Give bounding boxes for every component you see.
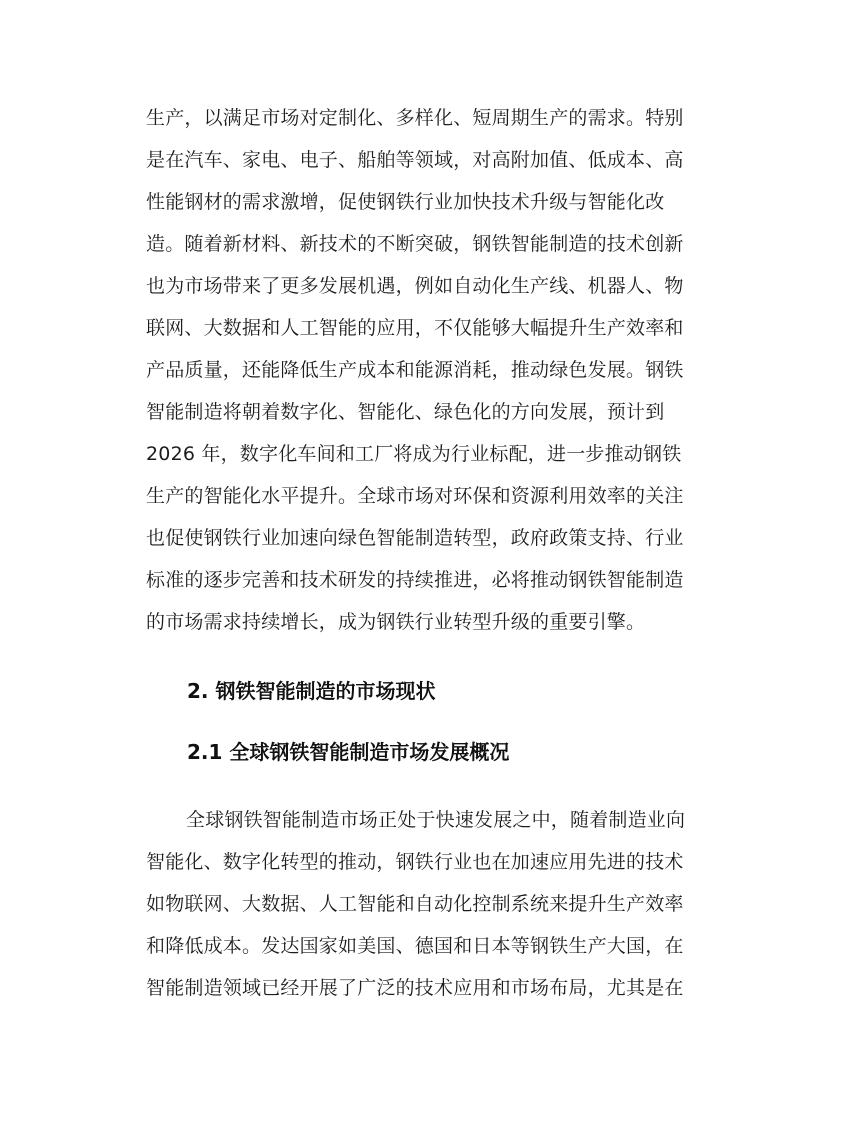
section-heading: 2. 钢铁智能制造的市场现状 <box>187 679 436 703</box>
subsection-heading: 2.1 全球钢铁智能制造市场发展概况 <box>187 740 510 764</box>
paragraph-1-line: 的市场需求持续增长，成为钢铁行业转型升级的重要引擎。 <box>146 611 646 633</box>
paragraph-1-line: 造。随着新材料、新技术的不断突破，钢铁智能制造的技术创新 <box>146 233 684 255</box>
paragraph-1-line: 也为市场带来了更多发展机遇，例如自动化生产线、机器人、物 <box>146 275 684 297</box>
paragraph-1-line: 生产，以满足市场对定制化、多样化、短周期生产的需求。特别 <box>146 107 684 129</box>
paragraph-1-line: 是在汽车、家电、电子、船舶等领域，对高附加值、低成本、高 <box>146 149 684 171</box>
paragraph-2-line: 如物联网、大数据、人工智能和自动化控制系统来提升生产效率 <box>146 893 684 915</box>
paragraph-1-line: 2026 年，数字化车间和工厂将成为行业标配，进一步推动钢铁 <box>146 443 682 465</box>
paragraph-2-line: 全球钢铁智能制造市场正处于快速发展之中，随着制造业向 <box>186 809 686 831</box>
paragraph-1-line: 生产的智能化水平提升。全球市场对环保和资源利用效率的关注 <box>146 485 684 507</box>
paragraph-2-line: 智能制造领域已经开展了广泛的技术应用和市场布局，尤其是在 <box>146 977 684 999</box>
paragraph-1-line: 性能钢材的需求激增，促使钢铁行业加快技术升级与智能化改 <box>146 191 665 213</box>
paragraph-2-line: 智能化、数字化转型的推动，钢铁行业也在加速应用先进的技术 <box>146 851 684 873</box>
paragraph-1-line: 联网、大数据和人工智能的应用，不仅能够大幅提升生产效率和 <box>146 317 684 339</box>
paragraph-2-line: 和降低成本。发达国家如美国、德国和日本等钢铁生产大国，在 <box>146 935 684 957</box>
paragraph-1-line: 标准的逐步完善和技术研发的持续推进，必将推动钢铁智能制造 <box>146 569 684 591</box>
paragraph-1-line: 产品质量，还能降低生产成本和能源消耗，推动绿色发展。钢铁 <box>146 359 684 381</box>
paragraph-1-line: 也促使钢铁行业加速向绿色智能制造转型，政府政策支持、行业 <box>146 527 684 549</box>
paragraph-1-line: 智能制造将朝着数字化、智能化、绿色化的方向发展，预计到 <box>146 401 665 423</box>
